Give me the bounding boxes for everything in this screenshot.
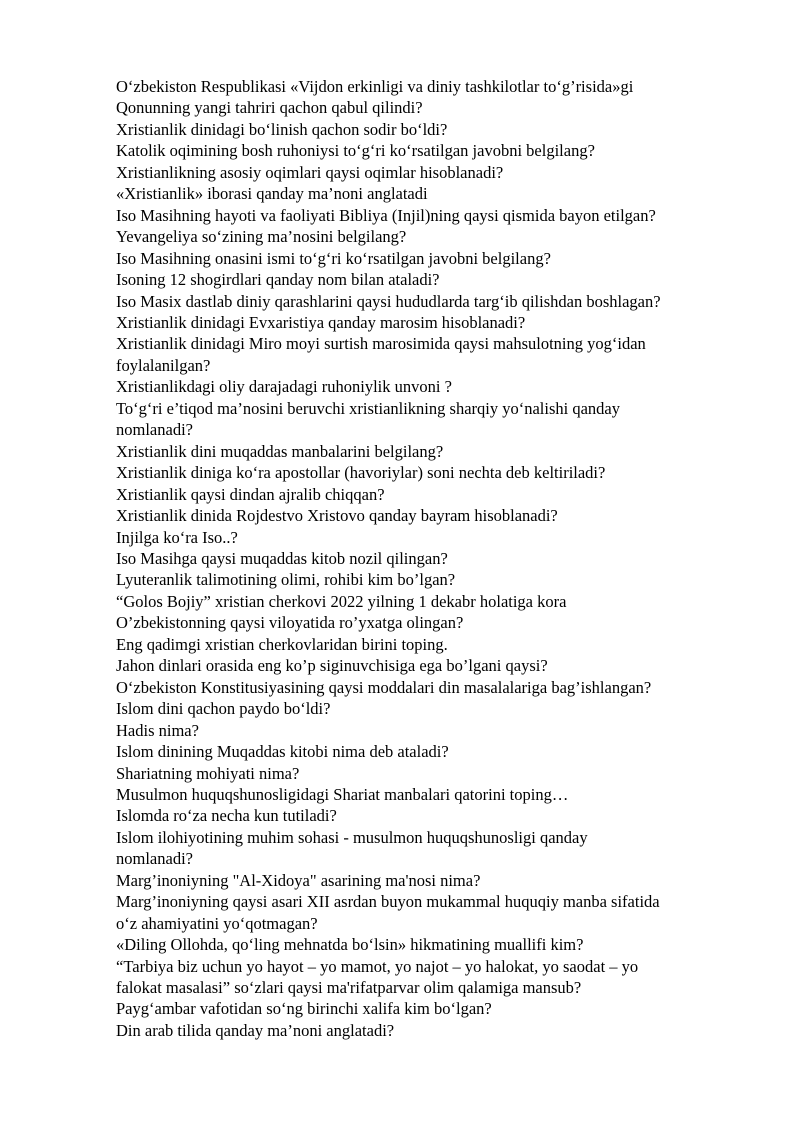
question-line: Yevangeliya so‘zining ma’nosini belgilang? (116, 227, 407, 247)
question-line: Shariatning mohiyati nima? (116, 763, 300, 783)
question-line: nomlanadi? (116, 849, 193, 869)
question-line: Hadis nima? (116, 720, 199, 740)
question-line: Xristianlik dinidagi Miro moyi surtish marosimida qaysi mahsulotning yog‘idan (116, 334, 646, 354)
question-line: To‘g‘ri e’tiqod ma’nosini beruvchi xristianlikning sharqiy yo‘nalishi qanday (116, 398, 620, 418)
question-line: Jahon dinlari orasida eng ko’p siginuvchisiga ega bo’lgani qaysi? (116, 656, 548, 676)
question-line: Marg’inoniyning qaysi asari XII asrdan buyon mukammal huquqiy manba sifatida (116, 892, 660, 912)
question-line: Islomda ro‘za necha kun tutiladi? (116, 806, 337, 826)
question-line: foylalanilgan? (116, 355, 211, 375)
question-line: “Tarbiya biz uchun yo hayot – yo mamot, yo najot – yo halokat, yo saodat – yo (116, 956, 639, 976)
question-line: “Golos Bojiy” xristian cherkovi 2022 yilning 1 dekabr holatiga kora (116, 591, 567, 611)
question-line: Xristianlik qaysi dindan ajralib chiqqan? (116, 484, 385, 504)
question-line: Musulmon huquqshunosligidagi Shariat manbalari qatorini toping… (116, 784, 569, 804)
question-line: Xristianlik diniga ko‘ra apostollar (havoriylar) soni nechta deb keltiriladi? (116, 463, 606, 483)
question-line: Iso Masihga qaysi muqaddas kitob nozil qilingan? (116, 548, 448, 568)
question-line: Eng qadimgi xristian cherkovlaridan birini toping. (116, 634, 448, 654)
question-line: Iso Masix dastlab diniy qarashlarini qaysi hududlarda targ‘ib qilishdan boshlagan? (116, 291, 661, 311)
question-line: Injilga ko‘ra Iso..? (116, 527, 238, 547)
question-line: nomlanadi? (116, 420, 193, 440)
question-line: «Xristianlik» iborasi qanday ma’noni anglatadi (116, 184, 428, 204)
question-line: Xristianlik dinida Rojdestvo Xristovo qanday bayram hisoblanadi? (116, 506, 558, 526)
question-line: Katolik oqimining bosh ruhoniysi to‘g‘ri ko‘rsatilgan javobni belgilang? (116, 141, 595, 161)
question-line: Islom ilohiyotining muhim sohasi - musulmon huquqshunosligi qanday (116, 827, 588, 847)
question-line: «Diling Ollohda, qo‘ling mehnatda bo‘lsin» hikmatining muallifi kim? (116, 935, 584, 955)
question-line: Iso Masihning onasini ismi to‘g‘ri ko‘rsatilgan javobni belgilang? (116, 248, 551, 268)
question-line: Islom dinining Muqaddas kitobi nima deb ataladi? (116, 742, 449, 762)
question-line: Iso Masihning hayoti va faoliyati Bibliya (Injil)ning qaysi qismida bayon etilgan? (116, 205, 656, 225)
question-line: Islom dini qachon paydo bo‘ldi? (116, 699, 331, 719)
question-line: Xristianlik dini muqaddas manbalarini belgilang? (116, 441, 444, 461)
question-line: O‘zbekiston Konstitusiyasining qaysi moddalari din masalalariga bag’ishlangan? (116, 677, 652, 697)
question-line: Din arab tilida qanday ma’noni anglatadi? (116, 1020, 395, 1040)
question-line: Payg‘ambar vafotidan so‘ng birinchi xalifa kim bo‘lgan? (116, 999, 492, 1019)
question-line: O‘zbekiston Respublikasi «Vijdon erkinligi va diniy tashkilotlar to‘g’risida»gi (116, 77, 634, 96)
document-page (116, 76, 746, 1041)
question-line: Qonunning yangi tahriri qachon qabul qilindi? (116, 98, 423, 118)
question-line: o‘z ahamiyatini yo‘qotmagan? (116, 913, 318, 933)
question-line: falokat masalasi” so‘zlari qaysi ma'rifatparvar olim qalamiga mansub? (116, 978, 582, 998)
question-line: Isoning 12 shogirdlari qanday nom bilan ataladi? (116, 270, 440, 290)
question-line: Xristianlik dinidagi Evxaristiya qanday marosim hisoblanadi? (116, 312, 526, 332)
question-line: Lyuteranlik talimotining olimi, rohibi kim bo’lgan? (116, 570, 456, 590)
question-line: Xristianlikdagi oliy darajadagi ruhoniylik unvoni ? (116, 377, 452, 397)
question-line: Xristianlikning asosiy oqimlari qaysi oqimlar hisoblanadi? (116, 162, 504, 182)
question-line: O’zbekistonning qaysi viloyatida ro’yxatga olingan? (116, 613, 464, 633)
question-line: Xristianlik dinidagi bo‘linish qachon sodir bo‘ldi? (116, 119, 448, 139)
question-line: Marg’inoniyning "Al-Xidoya" asarining ma'nosi nima? (116, 870, 481, 890)
